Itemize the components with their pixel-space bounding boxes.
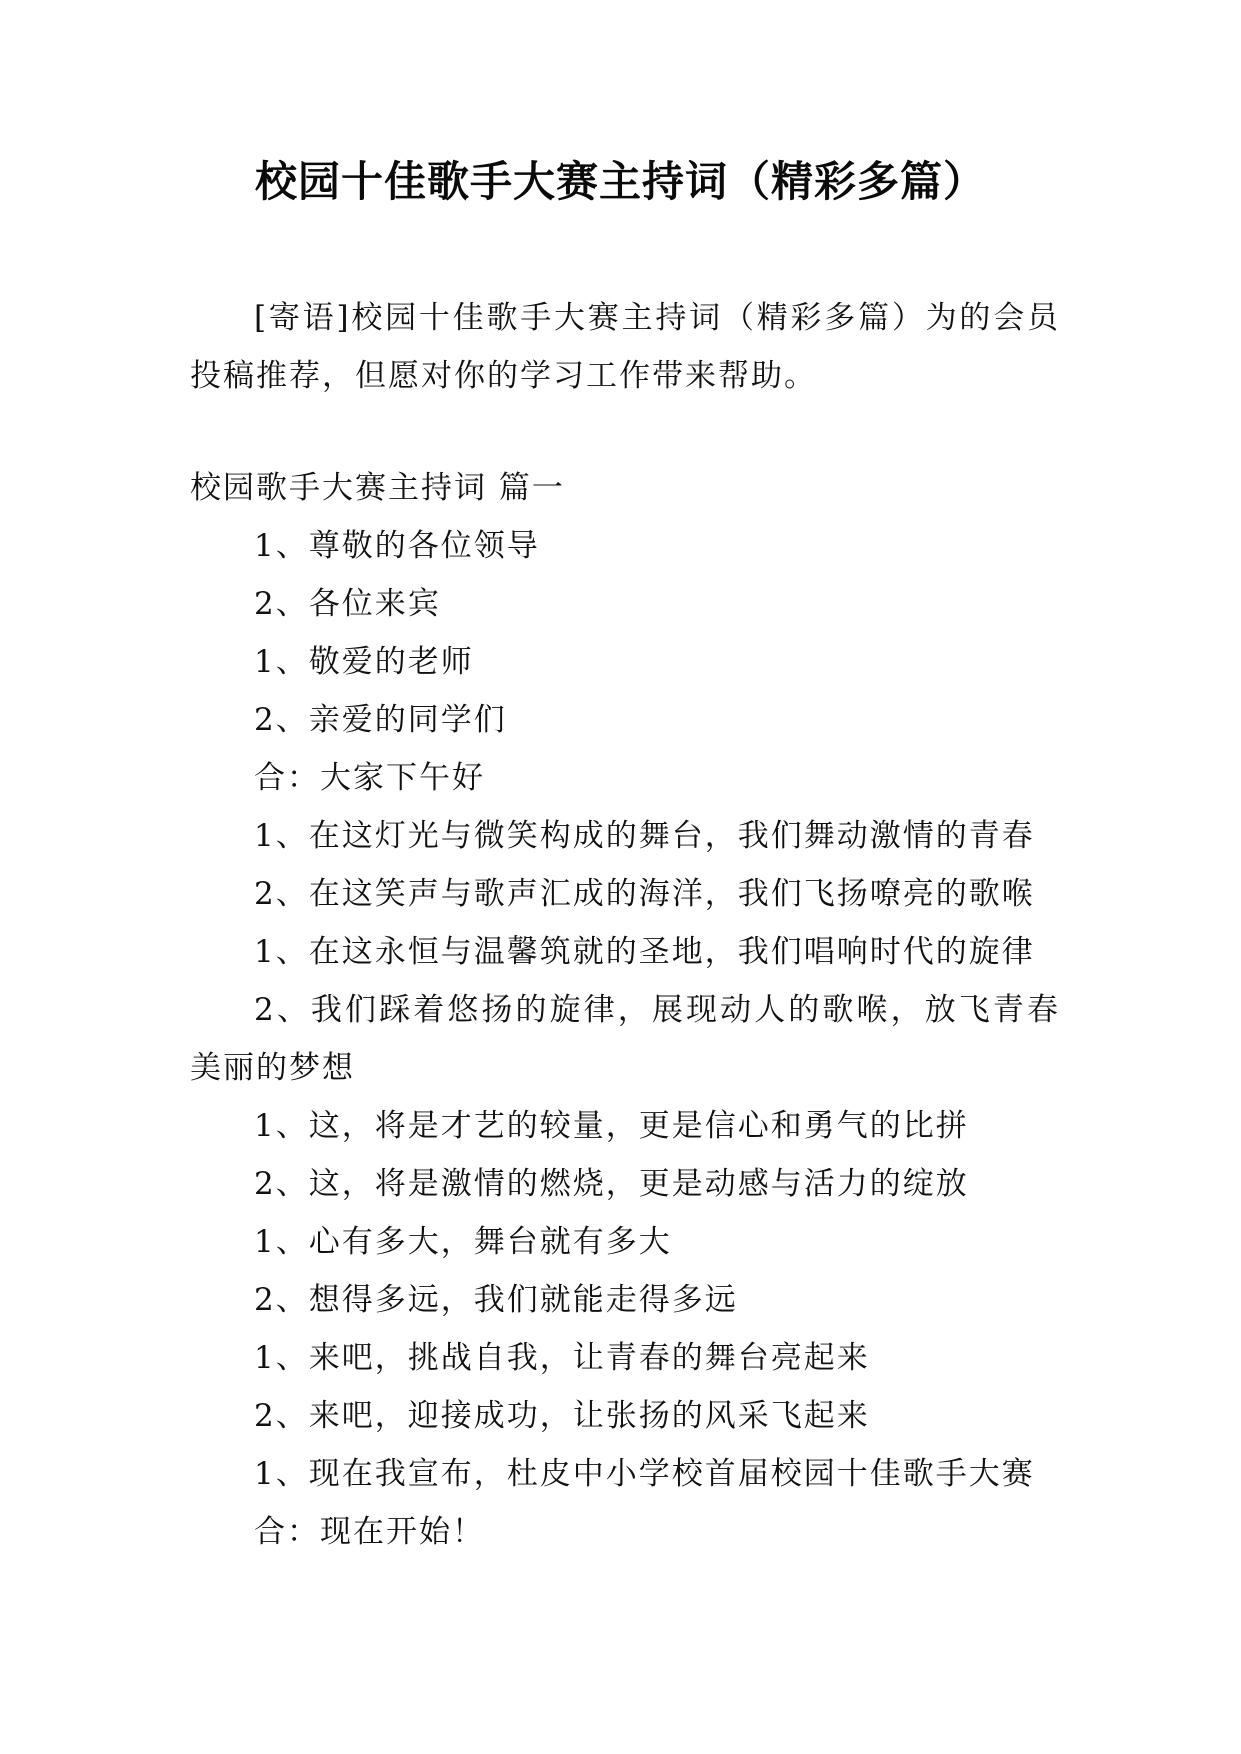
script-line: 1、在这永恒与温馨筑就的圣地，我们唱响时代的旋律 bbox=[254, 934, 1035, 970]
script-lines bbox=[190, 517, 1060, 1561]
intro-paragraph: [寄语]校园十佳歌手大赛主持词（精彩多篇）为的会员投稿推荐，但愿对你的学习工作带来帮助。 bbox=[190, 300, 1060, 394]
script-line: 2、来吧，迎接成功，让张扬的风采飞起来 bbox=[254, 1398, 870, 1434]
script-line: 2、各位来宾 bbox=[254, 586, 441, 622]
script-line: 2、亲爱的同学们 bbox=[254, 702, 507, 738]
section-heading: 校园歌手大赛主持词 篇一 bbox=[190, 470, 565, 506]
script-line: 1、在这灯光与微笑构成的舞台，我们舞动激情的青春 bbox=[254, 818, 1035, 854]
document-title: 校园十佳歌手大赛主持词（精彩多篇） bbox=[254, 157, 986, 206]
script-line: 1、来吧，挑战自我，让青春的舞台亮起来 bbox=[254, 1340, 870, 1376]
script-line: 1、心有多大，舞台就有多大 bbox=[254, 1224, 672, 1260]
script-line: 1、这，将是才艺的较量，更是信心和勇气的比拼 bbox=[254, 1108, 969, 1144]
script-line: 2、想得多远，我们就能走得多远 bbox=[254, 1282, 738, 1318]
script-line: 2、在这笑声与歌声汇成的海洋，我们飞扬嘹亮的歌喉 bbox=[254, 876, 1035, 912]
script-line: 合：大家下午好 bbox=[254, 760, 485, 796]
script-line: 2、我们踩着悠扬的旋律，展现动人的歌喉，放飞青春美丽的梦想 bbox=[190, 992, 1060, 1086]
script-line: 2、这，将是激情的燃烧，更是动感与活力的绽放 bbox=[254, 1166, 969, 1202]
script-line: 1、现在我宣布，杜皮中小学校首届校园十佳歌手大赛 bbox=[254, 1456, 1035, 1492]
script-line: 合：现在开始！ bbox=[254, 1514, 485, 1550]
script-line: 1、敬爱的老师 bbox=[254, 644, 474, 680]
script-line: 1、尊敬的各位领导 bbox=[254, 528, 540, 564]
